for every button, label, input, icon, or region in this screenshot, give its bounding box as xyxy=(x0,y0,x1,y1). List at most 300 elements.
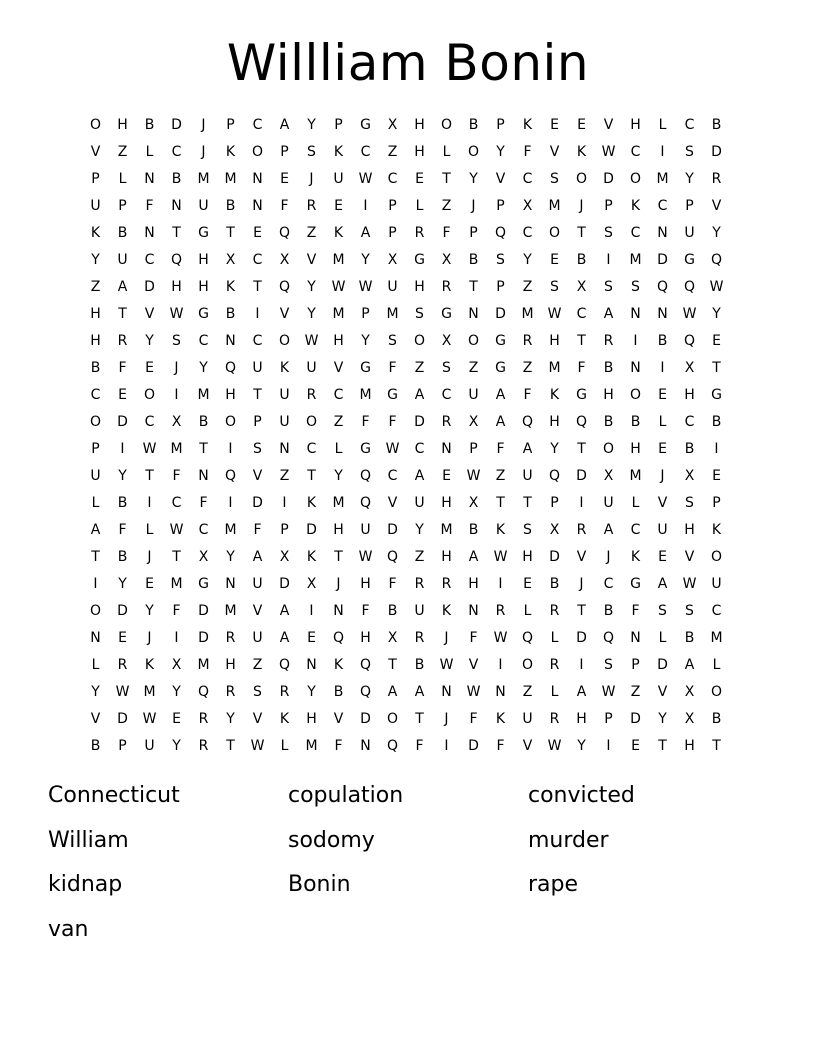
grid-letter: T xyxy=(388,657,397,673)
grid-letter: U xyxy=(414,603,425,619)
grid-letter: W xyxy=(682,306,697,322)
grid-letter: Y xyxy=(226,549,235,565)
grid-letter: Z xyxy=(522,684,533,700)
grid-letter: H xyxy=(360,630,371,646)
word-list-item: sodomy xyxy=(288,827,375,853)
grid-letter: W xyxy=(358,279,373,295)
grid-letter: T xyxy=(226,738,235,754)
grid-letter: H xyxy=(441,495,452,511)
grid-letter: P xyxy=(361,306,370,322)
grid-letter: H xyxy=(468,576,479,592)
grid-letter: O xyxy=(521,657,534,673)
grid-row xyxy=(82,112,742,139)
grid-letter: L xyxy=(658,117,667,133)
grid-letter: X xyxy=(387,117,398,133)
word-list-item: rape xyxy=(528,872,579,897)
grid-letter: S xyxy=(604,279,613,295)
grid-letter: D xyxy=(576,630,587,646)
grid-letter: M xyxy=(548,360,561,376)
grid-letter: Q xyxy=(224,360,237,376)
grid-letter: E xyxy=(415,171,424,187)
grid-letter: T xyxy=(334,549,343,565)
grid-letter: R xyxy=(414,576,425,592)
grid-letter: U xyxy=(414,495,425,511)
grid-letter: B xyxy=(333,684,344,700)
grid-letter: S xyxy=(172,333,181,349)
grid-letter: H xyxy=(225,387,236,403)
grid-letter: P xyxy=(604,711,613,727)
grid-letter: Q xyxy=(575,414,588,430)
grid-letter: Y xyxy=(226,711,235,727)
grid-letter: D xyxy=(657,657,668,673)
grid-letter: P xyxy=(496,279,505,295)
grid-letter: I xyxy=(633,333,638,349)
grid-letter: O xyxy=(629,387,642,403)
grid-letter: C xyxy=(387,171,398,187)
grid-letter: J xyxy=(336,576,341,592)
grid-letter: X xyxy=(171,657,182,673)
grid-letter: Y xyxy=(91,252,100,268)
grid-letter: S xyxy=(523,522,532,538)
grid-letter: E xyxy=(280,171,289,187)
grid-letter: C xyxy=(252,252,263,268)
grid-letter: C xyxy=(603,576,614,592)
grid-letter: C xyxy=(360,144,371,160)
grid-letter: H xyxy=(414,279,425,295)
grid-letter: A xyxy=(117,279,128,295)
grid-letter: K xyxy=(90,225,101,241)
grid-letter: E xyxy=(631,738,640,754)
grid-letter: X xyxy=(684,684,695,700)
grid-letter: O xyxy=(710,684,723,700)
word-list-item: murder xyxy=(528,827,609,853)
grid-letter: I xyxy=(255,306,260,322)
grid-letter: D xyxy=(144,279,155,295)
grid-row xyxy=(82,571,742,598)
grid-letter: H xyxy=(306,711,317,727)
grid-letter: B xyxy=(144,117,155,133)
grid-letter: I xyxy=(363,198,368,214)
grid-letter: E xyxy=(253,225,262,241)
grid-letter: Z xyxy=(90,279,101,295)
grid-letter: Q xyxy=(170,252,183,268)
grid-letter: B xyxy=(684,441,695,457)
grid-letter: R xyxy=(441,279,452,295)
grid-letter: B xyxy=(603,360,614,376)
grid-letter: Y xyxy=(199,360,208,376)
grid-letter: E xyxy=(118,630,127,646)
grid-letter: X xyxy=(279,252,290,268)
grid-letter: A xyxy=(414,387,425,403)
grid-letter: C xyxy=(252,333,263,349)
grid-letter: K xyxy=(549,387,560,403)
grid-letter: O xyxy=(143,387,156,403)
grid-letter: G xyxy=(684,252,695,268)
grid-letter: U xyxy=(90,198,101,214)
grid-letter: V xyxy=(495,171,506,187)
grid-letter: J xyxy=(201,144,206,160)
grid-letter: F xyxy=(523,387,532,403)
grid-letter: J xyxy=(174,360,179,376)
grid-letter: N xyxy=(279,441,290,457)
grid-letter: F xyxy=(361,414,370,430)
grid-letter: C xyxy=(441,387,452,403)
grid-row xyxy=(82,652,742,679)
grid-row xyxy=(82,463,742,490)
grid-letter: G xyxy=(576,387,587,403)
grid-letter: A xyxy=(387,684,398,700)
grid-letter: I xyxy=(606,252,611,268)
grid-letter: T xyxy=(469,279,478,295)
grid-letter: A xyxy=(576,684,587,700)
grid-letter: G xyxy=(441,306,452,322)
grid-letter: W xyxy=(466,468,481,484)
grid-letter: S xyxy=(685,144,694,160)
grid-letter: M xyxy=(224,603,237,619)
grid-letter: P xyxy=(604,198,613,214)
grid-letter: X xyxy=(468,414,479,430)
grid-letter: P xyxy=(469,225,478,241)
grid-letter: M xyxy=(332,495,345,511)
grid-letter: N xyxy=(468,306,479,322)
grid-letter: Y xyxy=(172,684,181,700)
grid-letter: U xyxy=(198,198,209,214)
grid-letter: V xyxy=(468,657,479,673)
grid-letter: P xyxy=(496,117,505,133)
grid-letter: F xyxy=(415,738,424,754)
grid-letter: H xyxy=(684,387,695,403)
grid-row xyxy=(82,490,742,517)
grid-letter: V xyxy=(603,117,614,133)
grid-letter: F xyxy=(280,198,289,214)
grid-letter: R xyxy=(225,630,236,646)
grid-letter: F xyxy=(577,360,586,376)
grid-letter: T xyxy=(442,171,451,187)
grid-letter: L xyxy=(145,144,154,160)
grid-row xyxy=(82,517,742,544)
grid-letter: K xyxy=(495,522,506,538)
grid-letter: I xyxy=(147,495,152,511)
grid-row xyxy=(82,706,742,733)
grid-letter: D xyxy=(414,414,425,430)
grid-letter: K xyxy=(225,279,236,295)
grid-letter: E xyxy=(145,360,154,376)
grid-letter: I xyxy=(606,738,611,754)
grid-letter: M xyxy=(224,522,237,538)
grid-letter: K xyxy=(576,144,587,160)
grid-letter: D xyxy=(117,603,128,619)
grid-letter: V xyxy=(576,549,587,565)
grid-letter: Q xyxy=(278,225,291,241)
grid-letter: A xyxy=(252,549,263,565)
grid-letter: J xyxy=(579,198,584,214)
grid-letter: N xyxy=(630,630,641,646)
grid-letter: J xyxy=(309,171,314,187)
grid-letter: Q xyxy=(656,279,669,295)
grid-letter: P xyxy=(118,198,127,214)
grid-letter: F xyxy=(388,360,397,376)
grid-letter: X xyxy=(225,252,236,268)
grid-letter: D xyxy=(576,468,587,484)
grid-letter: X xyxy=(279,549,290,565)
grid-letter: K xyxy=(441,603,452,619)
grid-letter: H xyxy=(360,576,371,592)
grid-letter: R xyxy=(522,333,533,349)
grid-letter: C xyxy=(198,522,209,538)
grid-letter: T xyxy=(91,549,100,565)
grid-letter: U xyxy=(468,387,479,403)
grid-letter: K xyxy=(279,711,290,727)
grid-letter: L xyxy=(658,630,667,646)
grid-letter: S xyxy=(685,603,694,619)
grid-letter: A xyxy=(684,657,695,673)
grid-letter: U xyxy=(333,171,344,187)
grid-letter: U xyxy=(279,414,290,430)
grid-letter: J xyxy=(471,198,476,214)
grid-letter: F xyxy=(523,144,532,160)
grid-letter: B xyxy=(711,414,722,430)
grid-letter: H xyxy=(576,711,587,727)
grid-letter: B xyxy=(657,333,668,349)
grid-letter: Z xyxy=(333,414,344,430)
grid-letter: R xyxy=(306,387,317,403)
grid-letter: E xyxy=(658,387,667,403)
grid-letter: K xyxy=(333,657,344,673)
grid-letter: Z xyxy=(468,360,479,376)
grid-letter: L xyxy=(550,684,559,700)
grid-letter: O xyxy=(89,414,102,430)
grid-letter: P xyxy=(226,117,235,133)
grid-letter: G xyxy=(360,117,371,133)
grid-letter: I xyxy=(579,495,584,511)
grid-letter: N xyxy=(198,468,209,484)
grid-letter: R xyxy=(306,198,317,214)
grid-letter: I xyxy=(579,657,584,673)
grid-letter: I xyxy=(228,441,233,457)
grid-letter: U xyxy=(522,468,533,484)
grid-letter: J xyxy=(444,630,449,646)
word-list-item: van xyxy=(48,916,89,942)
grid-letter: N xyxy=(225,333,236,349)
grid-letter: V xyxy=(387,495,398,511)
grid-row xyxy=(82,679,742,706)
grid-letter: M xyxy=(197,171,210,187)
grid-letter: L xyxy=(415,198,424,214)
grid-letter: N xyxy=(306,657,317,673)
grid-letter: B xyxy=(387,603,398,619)
grid-letter: J xyxy=(660,468,665,484)
grid-letter: R xyxy=(603,333,614,349)
grid-letter: W xyxy=(493,630,508,646)
grid-letter: W xyxy=(169,522,184,538)
grid-letter: O xyxy=(548,225,561,241)
grid-row xyxy=(82,436,742,463)
grid-letter: L xyxy=(91,495,100,511)
grid-row xyxy=(82,193,742,220)
grid-letter: Q xyxy=(683,279,696,295)
grid-letter: C xyxy=(252,117,263,133)
grid-letter: K xyxy=(495,711,506,727)
grid-letter: H xyxy=(684,738,695,754)
grid-letter: J xyxy=(201,117,206,133)
grid-letter: Z xyxy=(279,468,290,484)
grid-letter: S xyxy=(388,333,397,349)
grid-letter: W xyxy=(169,306,184,322)
grid-letter: A xyxy=(495,387,506,403)
grid-letter: E xyxy=(172,711,181,727)
grid-letter: Y xyxy=(496,144,505,160)
word-list-item: convicted xyxy=(528,783,635,808)
grid-letter: C xyxy=(522,225,533,241)
grid-letter: H xyxy=(414,144,425,160)
grid-letter: E xyxy=(658,549,667,565)
grid-letter: R xyxy=(279,684,290,700)
grid-letter: M xyxy=(629,252,642,268)
grid-letter: X xyxy=(387,252,398,268)
word-list-item: Connecticut xyxy=(48,783,180,808)
grid-letter: B xyxy=(225,306,236,322)
grid-letter: T xyxy=(226,225,235,241)
grid-letter: B xyxy=(414,657,425,673)
grid-letter: S xyxy=(550,171,559,187)
grid-letter: U xyxy=(144,738,155,754)
grid-letter: Y xyxy=(91,684,100,700)
grid-letter: C xyxy=(576,306,587,322)
grid-letter: W xyxy=(304,333,319,349)
grid-letter: P xyxy=(469,441,478,457)
grid-letter: X xyxy=(441,333,452,349)
grid-letter: X xyxy=(306,576,317,592)
grid-letter: T xyxy=(307,468,316,484)
grid-letter: M xyxy=(170,576,183,592)
grid-letter: B xyxy=(684,630,695,646)
grid-letter: O xyxy=(440,117,453,133)
grid-row xyxy=(82,220,742,247)
grid-letter: D xyxy=(711,144,722,160)
grid-letter: D xyxy=(495,306,506,322)
grid-letter: Y xyxy=(307,117,316,133)
grid-letter: O xyxy=(602,441,615,457)
grid-letter: L xyxy=(712,657,721,673)
grid-letter: V xyxy=(711,198,722,214)
grid-letter: L xyxy=(280,738,289,754)
grid-letter: P xyxy=(118,738,127,754)
grid-letter: Y xyxy=(307,279,316,295)
grid-letter: Z xyxy=(414,549,425,565)
grid-letter: P xyxy=(388,225,397,241)
grid-letter: O xyxy=(251,144,264,160)
grid-letter: H xyxy=(603,387,614,403)
grid-letter: N xyxy=(252,171,263,187)
grid-letter: W xyxy=(601,684,616,700)
grid-letter: B xyxy=(549,576,560,592)
grid-letter: E xyxy=(307,630,316,646)
grid-letter: R xyxy=(711,171,722,187)
grid-letter: Q xyxy=(683,333,696,349)
grid-letter: Q xyxy=(359,657,372,673)
grid-letter: S xyxy=(658,603,667,619)
grid-letter: C xyxy=(522,171,533,187)
grid-letter: M xyxy=(386,306,399,322)
grid-letter: H xyxy=(333,522,344,538)
grid-letter: Y xyxy=(118,468,127,484)
grid-letter: P xyxy=(91,171,100,187)
grid-row xyxy=(82,409,742,436)
grid-row xyxy=(82,598,742,625)
grid-letter: A xyxy=(279,603,290,619)
grid-letter: I xyxy=(282,495,287,511)
grid-letter: C xyxy=(144,414,155,430)
grid-letter: H xyxy=(684,522,695,538)
grid-letter: K xyxy=(225,144,236,160)
grid-letter: D xyxy=(252,495,263,511)
grid-letter: T xyxy=(577,333,586,349)
grid-row xyxy=(82,544,742,571)
grid-letter: K xyxy=(630,549,641,565)
grid-letter: N xyxy=(360,738,371,754)
grid-letter: R xyxy=(549,711,560,727)
grid-letter: V xyxy=(252,711,263,727)
grid-letter: Z xyxy=(414,360,425,376)
grid-letter: X xyxy=(684,711,695,727)
grid-letter: H xyxy=(522,549,533,565)
grid-letter: D xyxy=(603,171,614,187)
grid-letter: H xyxy=(630,441,641,457)
grid-letter: L xyxy=(658,414,667,430)
grid-letter: F xyxy=(361,603,370,619)
grid-letter: C xyxy=(630,522,641,538)
grid-letter: K xyxy=(711,522,722,538)
grid-letter: M xyxy=(332,306,345,322)
grid-letter: B xyxy=(468,522,479,538)
grid-letter: I xyxy=(660,360,665,376)
grid-letter: Q xyxy=(359,468,372,484)
grid-letter: M xyxy=(197,657,210,673)
grid-letter: H xyxy=(117,117,128,133)
grid-letter: U xyxy=(657,522,668,538)
grid-letter: C xyxy=(630,144,641,160)
grid-letter: J xyxy=(579,576,584,592)
grid-letter: G xyxy=(360,360,371,376)
grid-letter: D xyxy=(306,522,317,538)
grid-letter: O xyxy=(386,711,399,727)
grid-letter: G xyxy=(630,576,641,592)
grid-letter: Y xyxy=(577,738,586,754)
grid-letter: G xyxy=(711,387,722,403)
grid-letter: K xyxy=(522,117,533,133)
grid-letter: D xyxy=(198,630,209,646)
grid-letter: K xyxy=(333,144,344,160)
grid-letter: F xyxy=(631,603,640,619)
grid-letter: H xyxy=(90,306,101,322)
grid-letter: P xyxy=(280,522,289,538)
grid-letter: F xyxy=(469,711,478,727)
grid-letter: M xyxy=(359,387,372,403)
grid-letter: O xyxy=(278,333,291,349)
grid-letter: V xyxy=(90,144,101,160)
grid-letter: R xyxy=(198,738,209,754)
grid-letter: Y xyxy=(712,306,721,322)
grid-letter: U xyxy=(522,711,533,727)
grid-letter: M xyxy=(440,522,453,538)
grid-letter: N xyxy=(333,603,344,619)
grid-letter: X xyxy=(576,279,587,295)
grid-letter: T xyxy=(712,360,721,376)
grid-letter: F xyxy=(253,522,262,538)
grid-letter: W xyxy=(547,738,562,754)
grid-letter: Y xyxy=(415,522,424,538)
grid-letter: M xyxy=(710,630,723,646)
